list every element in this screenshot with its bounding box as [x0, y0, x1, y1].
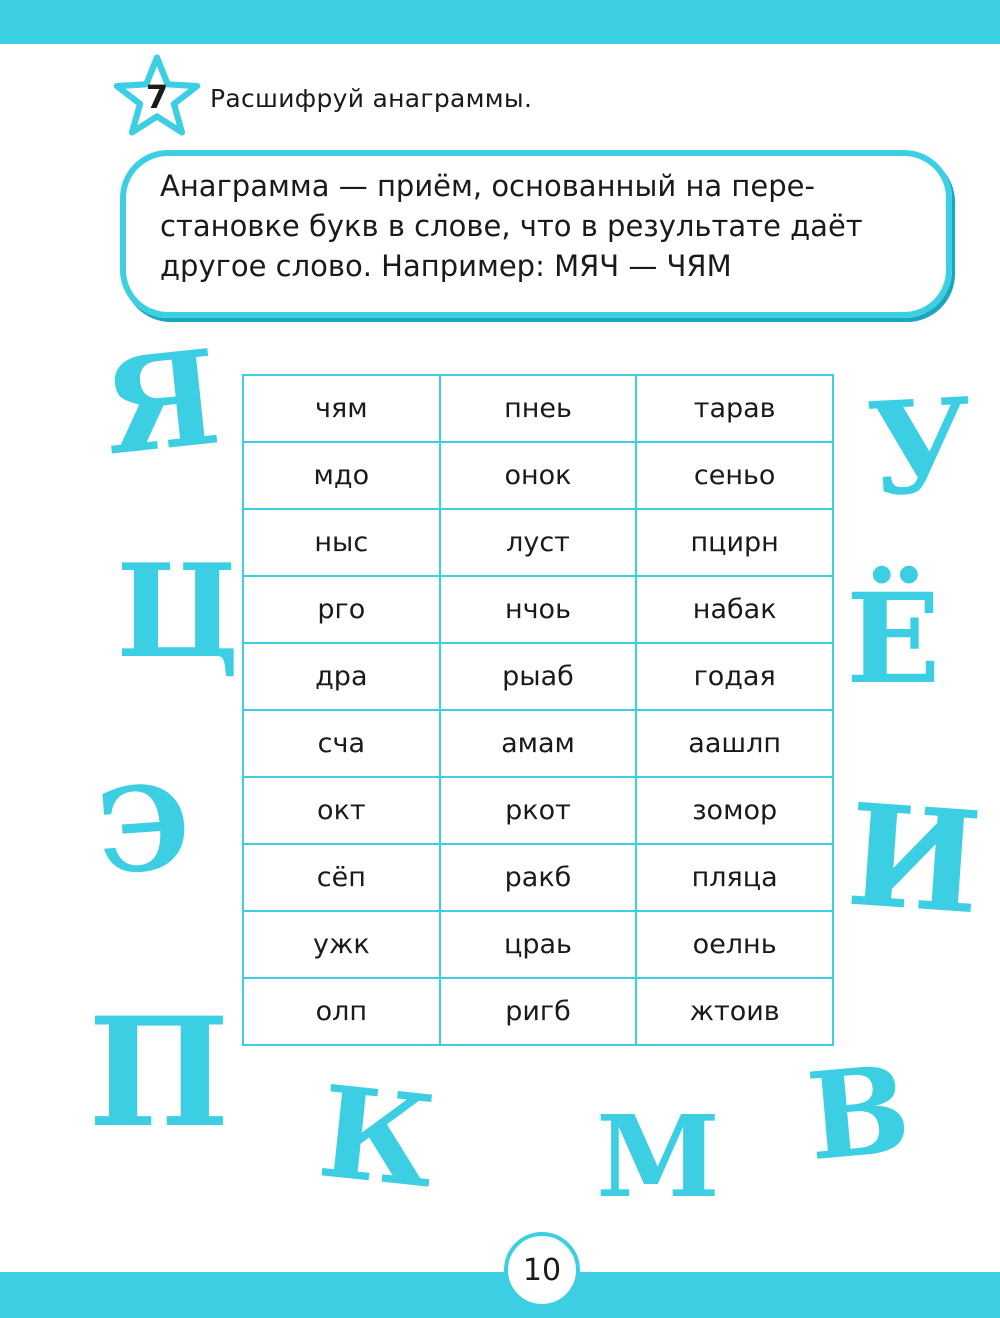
- decor-letter: И: [842, 773, 986, 947]
- anagram-cell: ркот: [440, 777, 637, 844]
- anagram-cell: нчоь: [440, 576, 637, 643]
- top-decor-band: [0, 0, 1000, 44]
- decor-letter: Э: [93, 758, 195, 902]
- decor-letter: П: [88, 985, 230, 1161]
- table-row: [243, 375, 833, 442]
- page-number: 10: [504, 1232, 580, 1308]
- anagram-cell: пляца: [636, 844, 833, 911]
- bottom-decor-band: [0, 1272, 1000, 1318]
- decor-letter: Ц: [116, 537, 240, 687]
- table-row: [243, 777, 833, 844]
- table-row: [243, 509, 833, 576]
- decor-letter: У: [864, 370, 976, 526]
- anagram-cell: жтоив: [636, 978, 833, 1045]
- anagram-cell: пнеь: [440, 375, 637, 442]
- anagram-cell: дра: [243, 643, 440, 710]
- anagram-cell: луст: [440, 509, 637, 576]
- table-row: [243, 643, 833, 710]
- definition-line: становке букв в слове, что в результате даёт: [160, 209, 863, 243]
- anagram-cell: рыаб: [440, 643, 637, 710]
- anagram-cell: пцирн: [636, 509, 833, 576]
- anagram-cell: цраь: [440, 911, 637, 978]
- definition-line: Анаграмма — приём, основанный на пере-: [160, 169, 815, 203]
- task-title: Расшифруй анаграммы.: [210, 84, 533, 113]
- anagram-cell: годая: [636, 643, 833, 710]
- table-row: [243, 576, 833, 643]
- table-row: [243, 978, 833, 1045]
- anagram-cell: зомор: [636, 777, 833, 844]
- anagram-cell: мдо: [243, 442, 440, 509]
- table-row: [243, 911, 833, 978]
- anagram-cell: ракб: [440, 844, 637, 911]
- decor-letter: В: [802, 1038, 916, 1189]
- anagram-cell: ныс: [243, 509, 440, 576]
- anagram-cell: набак: [636, 576, 833, 643]
- definition-text: [160, 166, 928, 286]
- table-row: [243, 442, 833, 509]
- anagram-cell: амам: [440, 710, 637, 777]
- anagram-cell: ригб: [440, 978, 637, 1045]
- anagram-cell: рго: [243, 576, 440, 643]
- anagram-cell: олп: [243, 978, 440, 1045]
- anagram-cell: аашлп: [636, 710, 833, 777]
- anagram-cell: онок: [440, 442, 637, 509]
- table-row: [243, 710, 833, 777]
- decor-letter: Ё: [846, 567, 941, 712]
- anagram-cell: оелнь: [636, 911, 833, 978]
- anagram-cell: сёп: [243, 844, 440, 911]
- anagram-cell: сча: [243, 710, 440, 777]
- anagram-cell: тарав: [636, 375, 833, 442]
- task-number: 7: [145, 78, 169, 116]
- decor-letter: М: [596, 1092, 720, 1223]
- anagram-table: [242, 374, 834, 1046]
- anagram-cell: ужк: [243, 911, 440, 978]
- definition-line: другое слово. Например: МЯЧ — ЧЯМ: [160, 249, 732, 283]
- anagram-cell: сеньо: [636, 442, 833, 509]
- decor-letter: Я: [96, 320, 227, 485]
- table-row: [243, 844, 833, 911]
- decor-letter: К: [312, 1057, 443, 1217]
- anagram-cell: окт: [243, 777, 440, 844]
- anagram-cell: чям: [243, 375, 440, 442]
